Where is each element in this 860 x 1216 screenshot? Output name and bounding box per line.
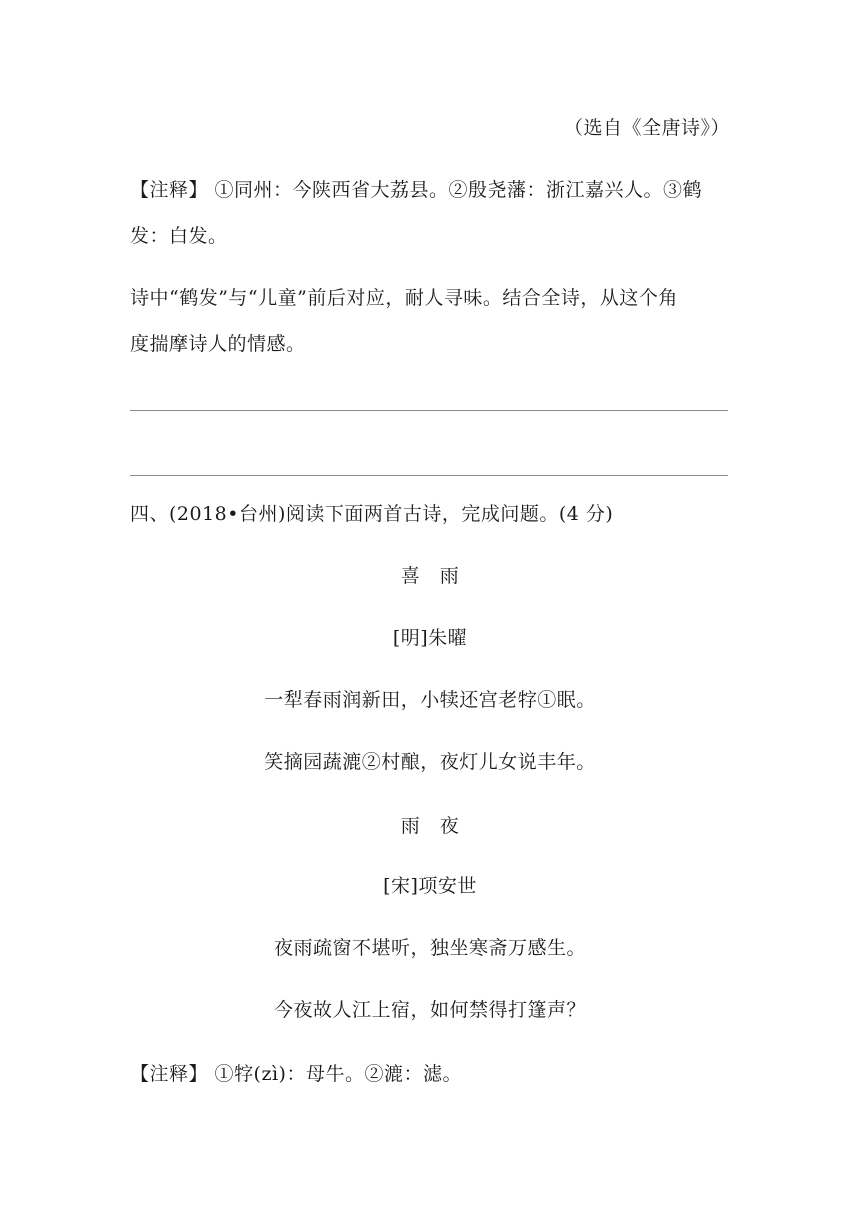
poem-1-line-1: 一犁春雨润新田，小犊还宫老牸①眠。 [264,689,596,711]
poem-1-title: 喜 雨 [400,565,460,587]
section-4-annotation: 【注释】 ①牸(zì)：母牛。②漉：滤。 [130,1063,462,1085]
poem-1-author: [明]朱曜 [392,627,468,649]
question-line-2: 度揣摩诗人的情感。 [130,333,306,355]
poem-2-line-1: 夜雨疏窗不堪听，独坐寒斋万感生。 [273,937,586,959]
poem-2-line-2: 今夜故人江上宿，如何禁得打篷声？ [273,999,586,1021]
poem-source: （选自《全唐诗》） [563,117,730,139]
poem-1-line-2: 笑摘园蔬漉②村酿，夜灯儿女说丰年。 [264,751,596,773]
annotation-line-1: 【注释】 ①同州：今陕西省大荔县。②殷尧藩：浙江嘉兴人。③鹤 [130,179,703,201]
poem-2-title: 雨 夜 [400,815,460,837]
answer-line-2 [130,475,728,476]
question-line-1: 诗中“鹤发”与“儿童”前后对应，耐人寻味。结合全诗，从这个角 [130,287,678,309]
section-4-heading: 四、(2018•台州)阅读下面两首古诗，完成问题。(4 分) [130,503,614,525]
annotation-line-2: 发：白发。 [130,225,228,247]
poem-2-author: [宋]项安世 [383,875,477,897]
answer-line-1 [130,410,728,411]
